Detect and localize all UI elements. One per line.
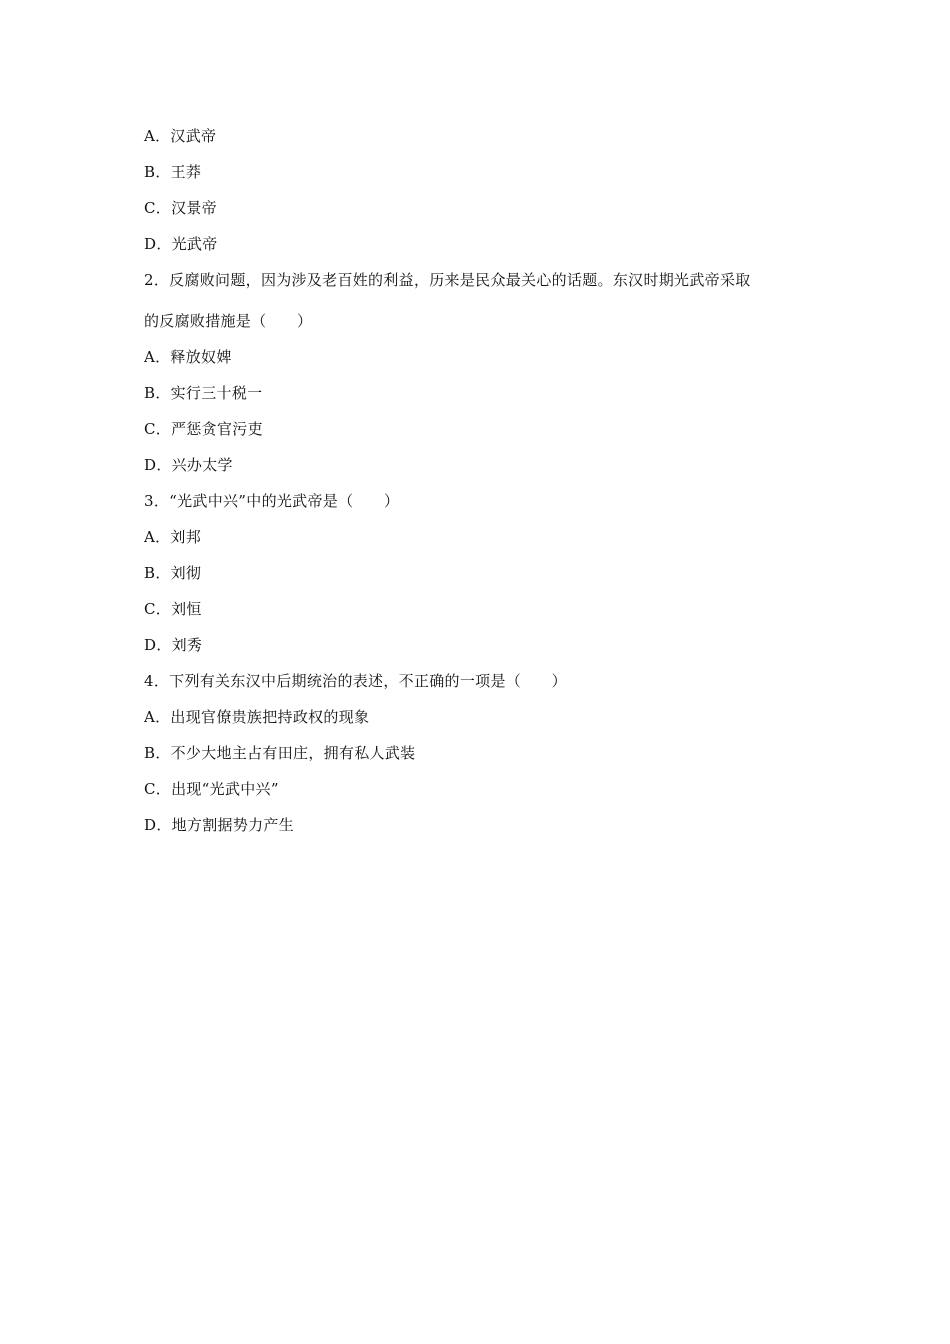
- q4-option-b: B．不少大地主占有田庄，拥有私人武装: [144, 744, 416, 762]
- q3-option-b: B．刘彻: [144, 564, 202, 582]
- q3-option-c: C．刘恒: [144, 600, 202, 618]
- q4-option-a: A．出现官僚贵族把持政权的现象: [144, 708, 370, 726]
- q1-option-a: A．汉武帝: [144, 127, 217, 145]
- q1-option-c: C．汉景帝: [144, 199, 217, 217]
- q2-option-d: D．兴办太学: [144, 456, 233, 474]
- q2-stem-line1: 2．反腐败问题，因为涉及老百姓的利益，历来是民众最关心的话题。东汉时期光武帝采取: [144, 271, 751, 289]
- q3-stem: 3．“光武中兴”中的光武帝是（ ）: [144, 492, 400, 510]
- q1-option-d: D．光武帝: [144, 235, 218, 253]
- q2-option-b: B．实行三十税一: [144, 384, 263, 402]
- q2-stem-line2: 的反腐败措施是（ ）: [144, 312, 313, 330]
- q3-option-a: A．刘邦: [144, 528, 202, 546]
- q4-option-d: D．地方割据势力产生: [144, 816, 295, 834]
- q3-option-d: D．刘秀: [144, 636, 203, 654]
- q2-option-a: A．释放奴婢: [144, 348, 232, 366]
- q2-option-c: C．严惩贪官污吏: [144, 420, 263, 438]
- q1-option-b: B．王莽: [144, 163, 202, 181]
- q4-stem: 4．下列有关东汉中后期统治的表述，不正确的一项是（ ）: [144, 672, 567, 690]
- q4-option-c: C．出现“光武中兴”: [144, 780, 279, 798]
